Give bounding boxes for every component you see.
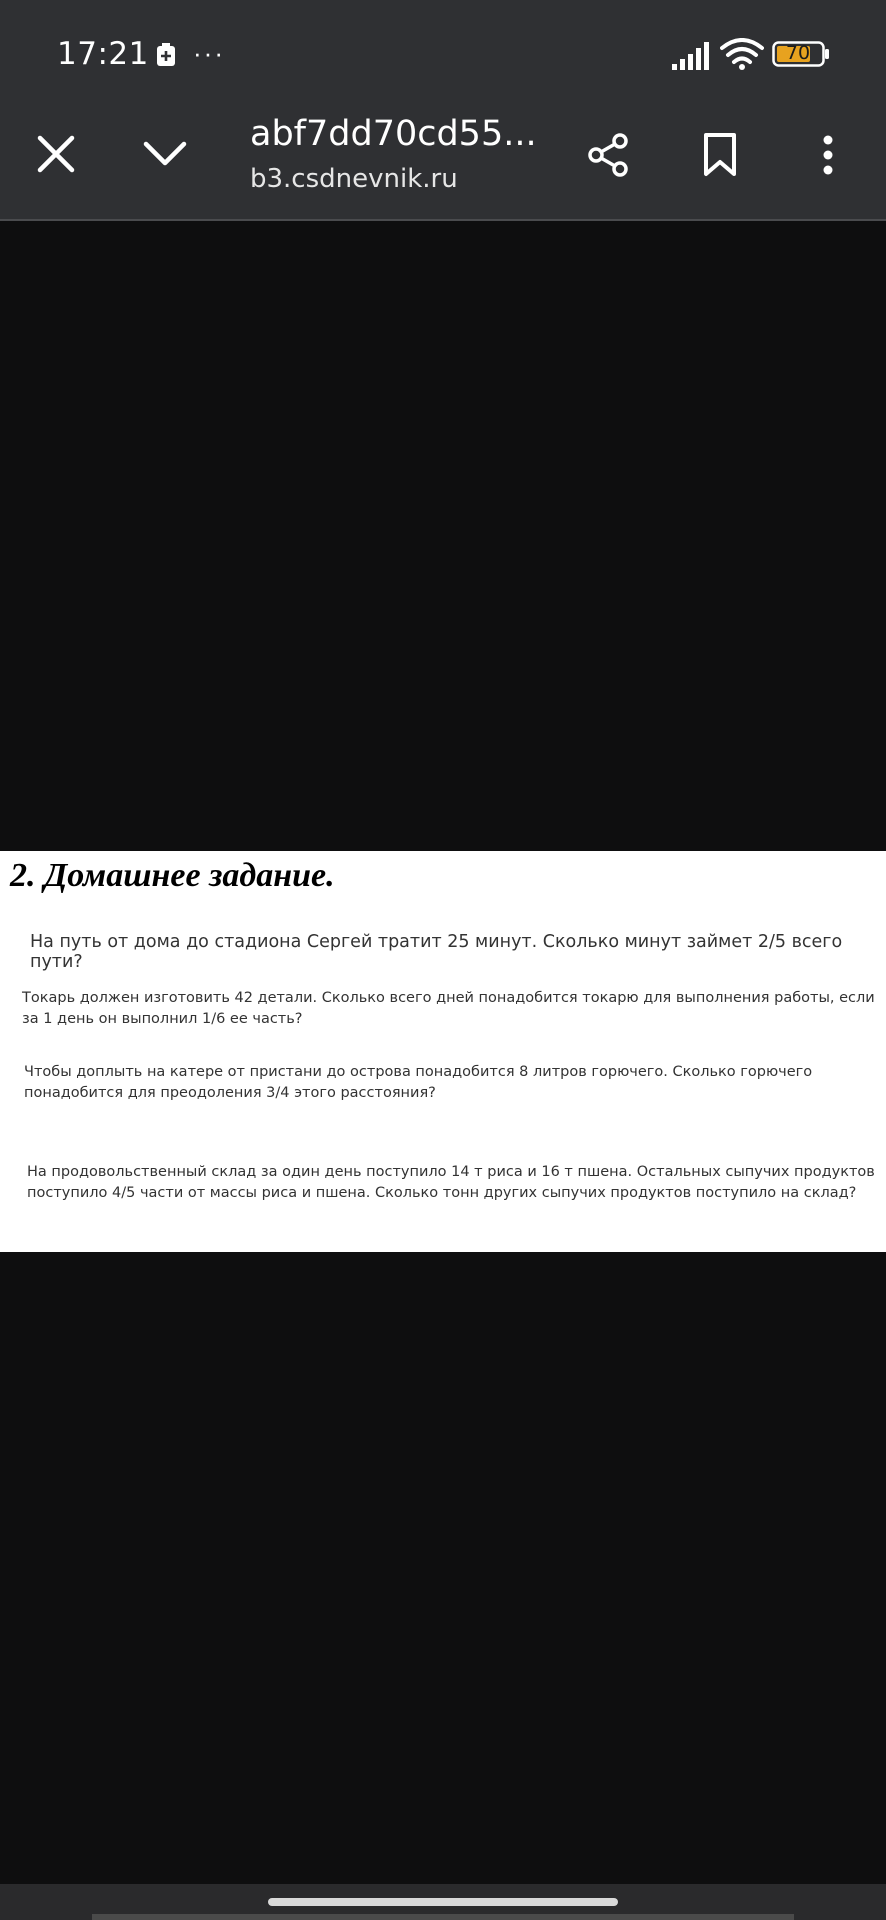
close-icon [36, 134, 76, 174]
sim-icon [156, 43, 176, 67]
home-gesture-handle[interactable] [268, 1898, 618, 1906]
more-options-button[interactable] [816, 132, 840, 178]
toolbar-divider [0, 219, 886, 221]
status-more-dots: ··· [193, 38, 225, 68]
bookmark-button[interactable] [700, 132, 740, 178]
nav-divider [92, 1914, 794, 1920]
page-url: b3.csdnevnik.ru [250, 164, 458, 194]
task-1: На путь от дома до стадиона Сергей тратит 25 минут. Сколько минут займет 2/5 всего пути? [30, 932, 843, 972]
homework-heading: 2. Домашнее задание. [10, 857, 335, 894]
browser-toolbar [0, 0, 886, 220]
task-3: Чтобы доплыть на катере от пристани до острова понадобится 8 литров горючего. Сколько горючего понадобится для преодоления 3/4 этого расстояния? [24, 1064, 813, 1101]
wifi-icon [720, 38, 764, 70]
signal-icon [672, 42, 712, 70]
task-2: Токарь должен изготовить 42 детали. Сколько всего дней понадобится токарю для выполнения работы, если за 1 день он выполнил 1/6 ее часть? [22, 990, 875, 1027]
chevron-down-icon [142, 134, 188, 174]
battery-level: 70 [785, 42, 811, 64]
status-bar [0, 0, 886, 100]
share-button[interactable] [586, 132, 632, 178]
document-image [0, 851, 886, 1252]
more-vertical-icon [816, 132, 840, 178]
share-icon [586, 132, 632, 178]
bookmark-icon [700, 132, 740, 178]
status-time: 17:21 [57, 36, 149, 72]
collapse-button[interactable] [142, 134, 188, 174]
page-title: abf7dd70cd55... [250, 114, 537, 154]
close-button[interactable] [36, 134, 76, 174]
task-4: На продовольственный склад за один день поступило 14 т риса и 16 т пшена. Остальных сыпучих продуктов поступило 4/5 части от массы риса и пшена. Сколько тонн других сыпучих продуктов поступило на склад? [27, 1164, 875, 1201]
